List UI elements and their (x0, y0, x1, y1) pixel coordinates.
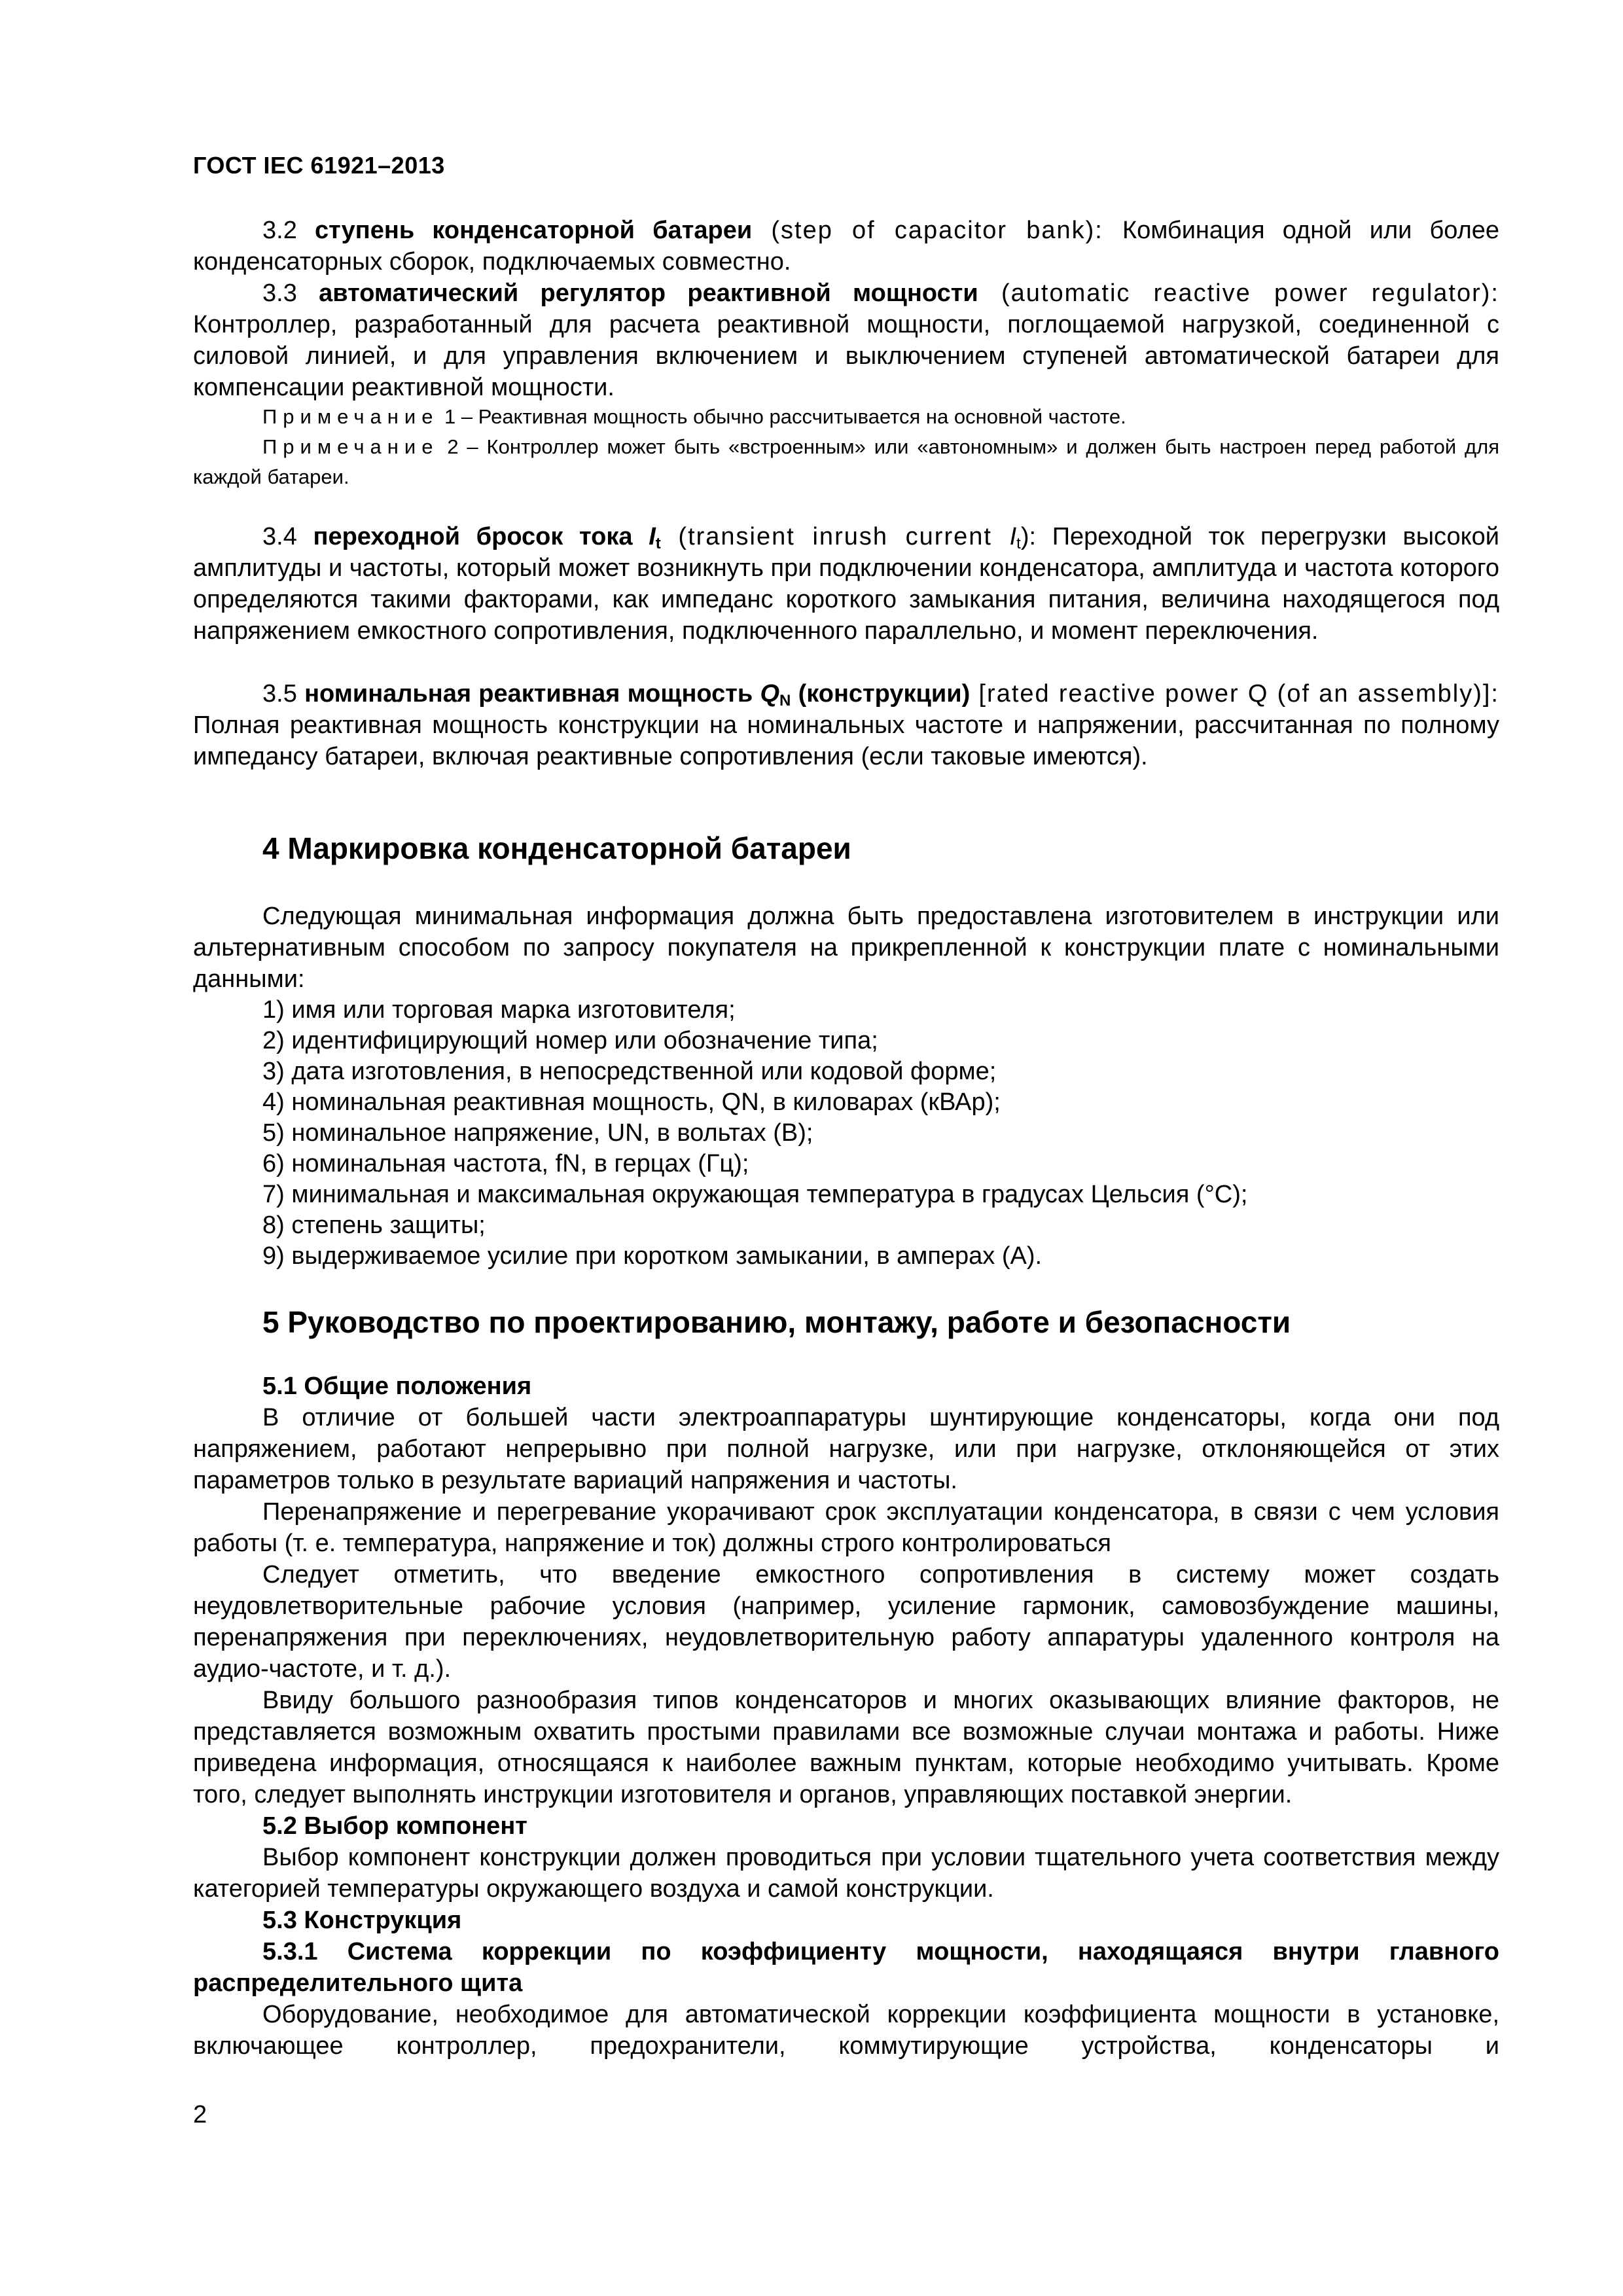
paragraph: Выбор компонент конструкции должен проводиться при условии тщательного учета соответствия между категорией температуры окружающего воздуха и самой конструкции. (193, 1844, 1499, 1903)
document-header: ГОСТ IEC 61921–2013 (193, 152, 445, 179)
clause-term: переходной бросок тока (313, 523, 649, 550)
clause-term-english: [rated reactive power Q (of an assembly)]: (970, 680, 1499, 708)
subsection-5-1-title: 5.1 Общие положения (262, 1372, 532, 1400)
clause-term-english: (transient inrush current (660, 523, 1010, 550)
paragraph: В отличие от большей части электроаппаратуры шунтирующие конденсаторы, когда они под напряжением, работают непрерывно при полной нагрузке, или при нагрузке, отклоняющейся от этих параметров только в результате вариаций напряжения и частоты. (193, 1404, 1499, 1494)
clause-number: 3.3 (262, 279, 319, 307)
subsection-5-2-title: 5.2 Выбор компонент (262, 1812, 527, 1840)
clause-3-4 (193, 521, 1499, 647)
section-4 (193, 830, 1499, 867)
note-label: Примечание (262, 405, 439, 428)
clause-definition: Переходной ток перегрузки высокой амплитуды и частоты, который может возникнуть при подключении конденсатора, амплитуда и частота которого определяются такими факторами, как импеданс короткого замыкания питания, величина находящегося под напряжением емкостного сопротивления, подключенного параллельно, и момент переключения. (193, 523, 1499, 645)
note-1 (193, 402, 1499, 432)
clause-number: 3.5 (262, 680, 305, 708)
clause-term: номинальная реактивная мощность (304, 680, 760, 708)
clause-definition: Комбинация одной или более конденсаторных сборок, подключаемых совместно. (193, 217, 1500, 276)
symbol-subscript: N (779, 692, 791, 709)
paragraph: Ввиду большого разнообразия типов конденсаторов и многих оказывающих влияние факторов, не представляется возможным охватить простыми правилами все возможные случаи монтажа и работы. Ниже приведена информация, относящаяся к наиболее важным пунктам, которые необходимо учитывать. Кроме того, следует выполнять инструкции изготовителя и органов, управляющих поставкой энергии. (193, 1687, 1499, 1808)
list-item: 9) выдерживаемое усилие при коротком замыкании, в амперах (А). (262, 1242, 1043, 1270)
list-item: 2) идентифицирующий номер или обозначение типа; (262, 1027, 878, 1054)
section-4-intro: Следующая минимальная информация должна быть предоставлена изготовителем в инструкции или альтернативным способом по запросу покупателя на прикрепленной к конструкции плате с номинальными данными: (193, 903, 1499, 993)
clause-3-3-paragraph (193, 278, 1499, 403)
notes (193, 402, 1499, 492)
section-5-body (193, 1371, 1499, 2062)
clause-3-5 (193, 678, 1499, 772)
symbol: Q (760, 680, 780, 708)
section-5 (193, 1304, 1499, 1340)
section-4-body (193, 901, 1499, 1272)
clause-definition: Полная реактивная мощность конструкции на номинальных частоте и напряжении, рассчитанная по полному импедансу батареи, включая реактивные сопротивления (если таковые имеются). (193, 711, 1499, 770)
clause-3-5-paragraph (193, 678, 1499, 772)
note-text: 1 – Реактивная мощность обычно рассчитывается на основной частоте. (438, 405, 1126, 428)
list-item: 8) степень защиты; (262, 1211, 486, 1239)
clause-term-english: (automatic reactive power regulator): (978, 279, 1499, 307)
symbol: I (649, 523, 656, 550)
symbol: I (1009, 523, 1017, 550)
clause-3-2 (193, 215, 1499, 278)
clause-term: ступень конденсаторной батареи (314, 217, 753, 244)
note-label: Примечание (262, 435, 439, 458)
subsection-5-3-1-title: 5.3.1 Система коррекции по коэффициенту мощности, находящаяся внутри главного распределительного щита (193, 1938, 1499, 1997)
clause-term: автоматический регулятор реактивной мощности (319, 279, 978, 307)
section-5-title: 5 Руководство по проектированию, монтажу, работе и безопасности (262, 1305, 1291, 1339)
clause-number: 3.4 (262, 523, 313, 550)
paragraph: Следует отметить, что введение емкостного сопротивления в систему может создать неудовлетворительные рабочие условия (например, усиление гармоник, самовозбуждение машины, перенапряжения при переключениях, неудовлетворительную работу аппаратуры удаленного контроля на аудио-частоте, и т. д.). (193, 1561, 1499, 1683)
list-item: 7) минимальная и максимальная окружающая температура в градусах Цельсия (°С); (262, 1181, 1248, 1208)
clause-3-4-paragraph (193, 521, 1499, 647)
paragraph: Оборудование, необходимое для автоматической коррекции коэффициента мощности в установке, включающее контроллер, предохранители, коммутирующие устройства, конденсаторы и (193, 2001, 1499, 2060)
page-number: 2 (193, 2101, 207, 2128)
section-4-title: 4 Маркировка конденсаторной батареи (262, 831, 851, 865)
note-text: 2 – Контроллер может быть «встроенным» или «автономным» и должен быть настроен перед работой для каждой батареи. (193, 435, 1499, 488)
list-item: 4) номинальная реактивная мощность, QN, в киловарах (кВАр); (262, 1088, 1001, 1116)
subsection-5-3-title: 5.3 Конструкция (262, 1907, 462, 1934)
note-2 (193, 432, 1499, 492)
list-item: 3) дата изготовления, в непосредственной или кодовой форме; (262, 1058, 997, 1085)
list-item: 5) номинальное напряжение, UN, в вольтах (В); (262, 1119, 813, 1147)
list-item: 1) имя или торговая марка изготовителя; (262, 996, 736, 1024)
clause-3-2-paragraph (193, 215, 1499, 278)
clause-term-english: ): (1020, 523, 1052, 550)
clause-number: 3.2 (262, 217, 315, 244)
clause-term-english: (step of capacitor bank): (752, 217, 1122, 244)
paragraph: Перенапряжение и перегревание укорачивают срок эксплуатации конденсатора, в связи с чем условия работы (т. е. температура, напряжение и ток) должны строго контролироваться (193, 1498, 1499, 1557)
clause-term: (конструкции) (791, 680, 971, 708)
clause-definition: Контроллер, разработанный для расчета реактивной мощности, поглощаемой нагрузкой, соединенной с силовой линией, и для управления включением и выключением ступеней автоматической батареи для компенсации реактивной мощности. (193, 311, 1499, 401)
list-item: 6) номинальная частота, fN, в герцах (Гц); (262, 1150, 749, 1177)
symbol-subscript: t (1016, 535, 1021, 552)
symbol-subscript: t (655, 535, 661, 552)
clause-3-3 (193, 278, 1499, 403)
